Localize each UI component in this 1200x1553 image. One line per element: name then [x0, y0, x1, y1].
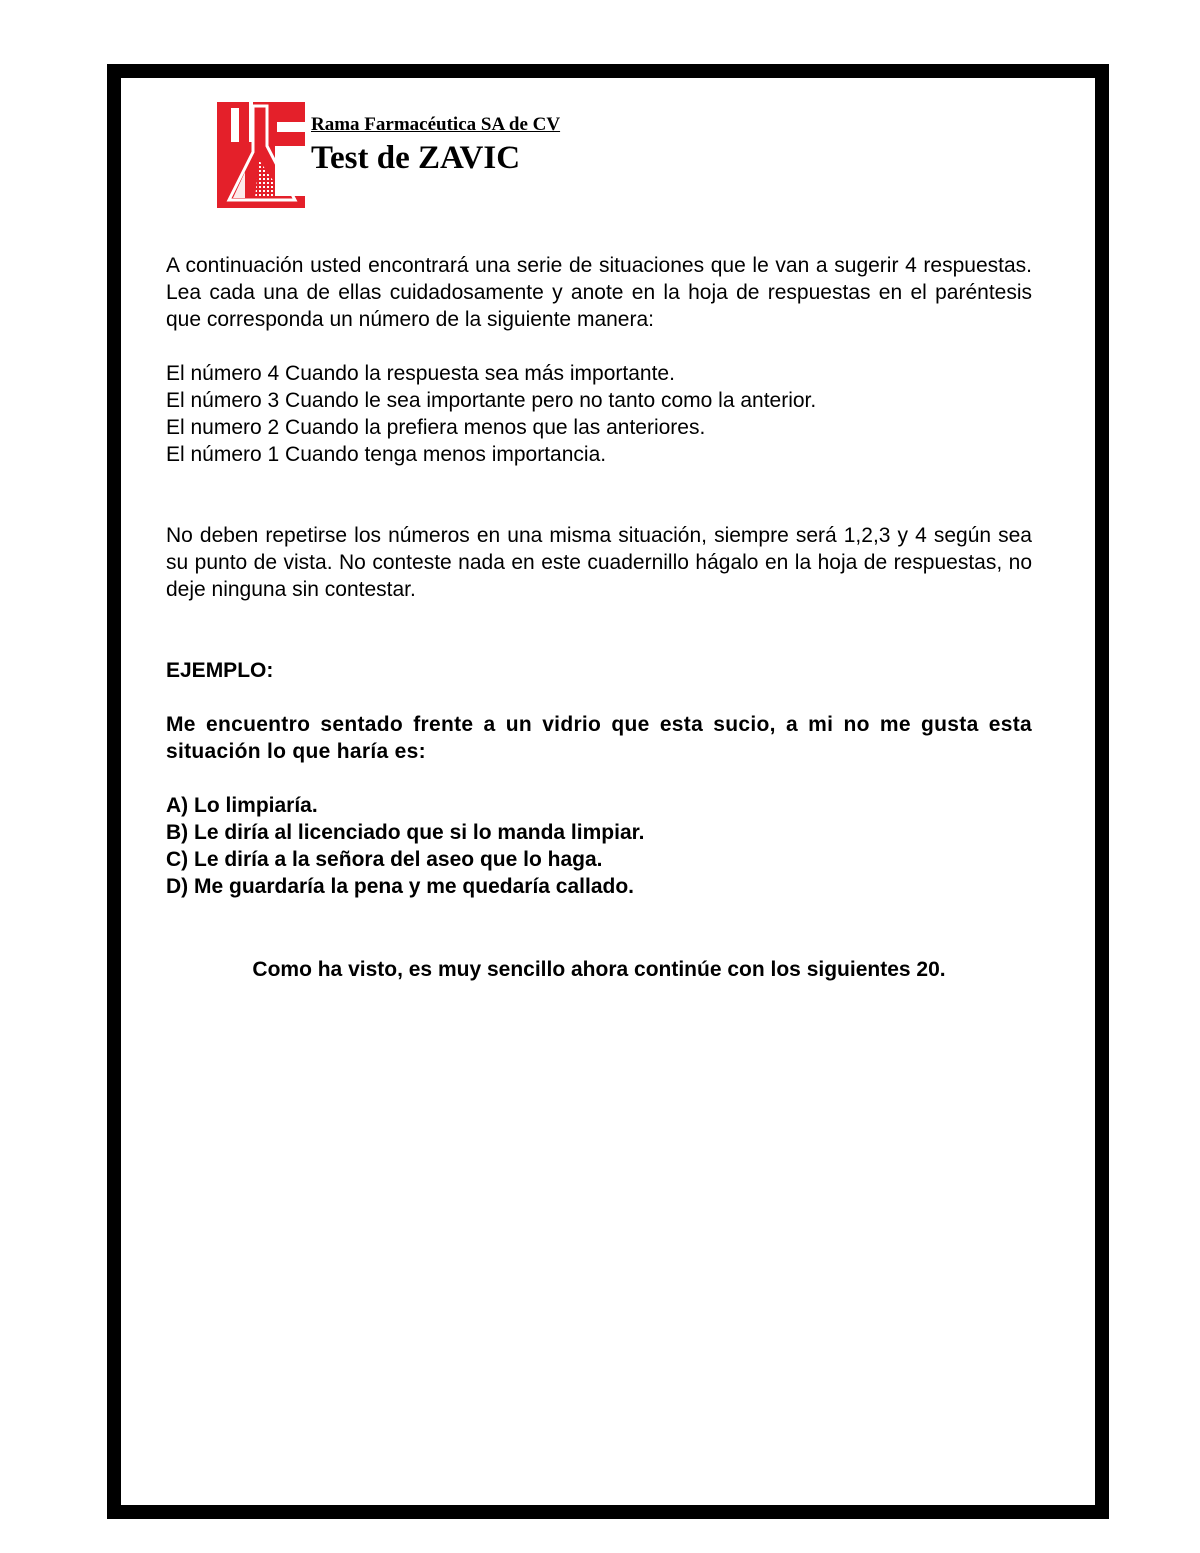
- scale-item: El número 3 Cuando le sea importante pero no tanto como la anterior.: [166, 389, 817, 412]
- scoring-scale-list: [166, 360, 1032, 468]
- example-heading: EJEMPLO:: [166, 659, 274, 682]
- company-name: Rama Farmacéutica SA de CV: [311, 114, 561, 135]
- scale-item: El numero 2 Cuando la prefiera menos que las anteriores.: [166, 416, 706, 439]
- scale-item: El número 1 Cuando tenga menos importancia.: [166, 443, 607, 466]
- company-logo: [215, 102, 307, 208]
- example-options-list: [166, 792, 1032, 900]
- document-header: [215, 102, 715, 208]
- example-option: D) Me guardaría la pena y me quedaría callado.: [166, 875, 634, 898]
- example-option: B) Le diría al licenciado que si lo manda limpiar.: [166, 821, 645, 844]
- example-question: Me encuentro sentado frente a un vidrio que esta sucio, a mi no me gusta esta situación lo que haría es:: [166, 713, 1032, 763]
- example-option: A) Lo limpiaría.: [166, 794, 318, 817]
- example-option: C) Le diría a la señora del aseo que lo haga.: [166, 848, 603, 871]
- closing-note: Como ha visto, es muy sencillo ahora continúe con los siguientes 20.: [252, 958, 946, 981]
- document-title: Test de ZAVIC: [311, 140, 521, 176]
- scale-item: El número 4 Cuando la respuesta sea más importante.: [166, 362, 675, 385]
- instructions-rule: No deben repetirse los números en una misma situación, siempre será 1,2,3 y 4 según sea su punto de vista. No conteste nada en este cuadernillo hágalo en la hoja de respuestas, no deje ninguna sin contestar.: [166, 524, 1032, 601]
- instructions-intro: A continuación usted encontrará una serie de situaciones que le van a sugerir 4 respuestas. Lea cada una de ellas cuidadosamente y anote en la hoja de respuestas en el paréntesis que corresponda un número de la siguiente manera:: [166, 254, 1032, 331]
